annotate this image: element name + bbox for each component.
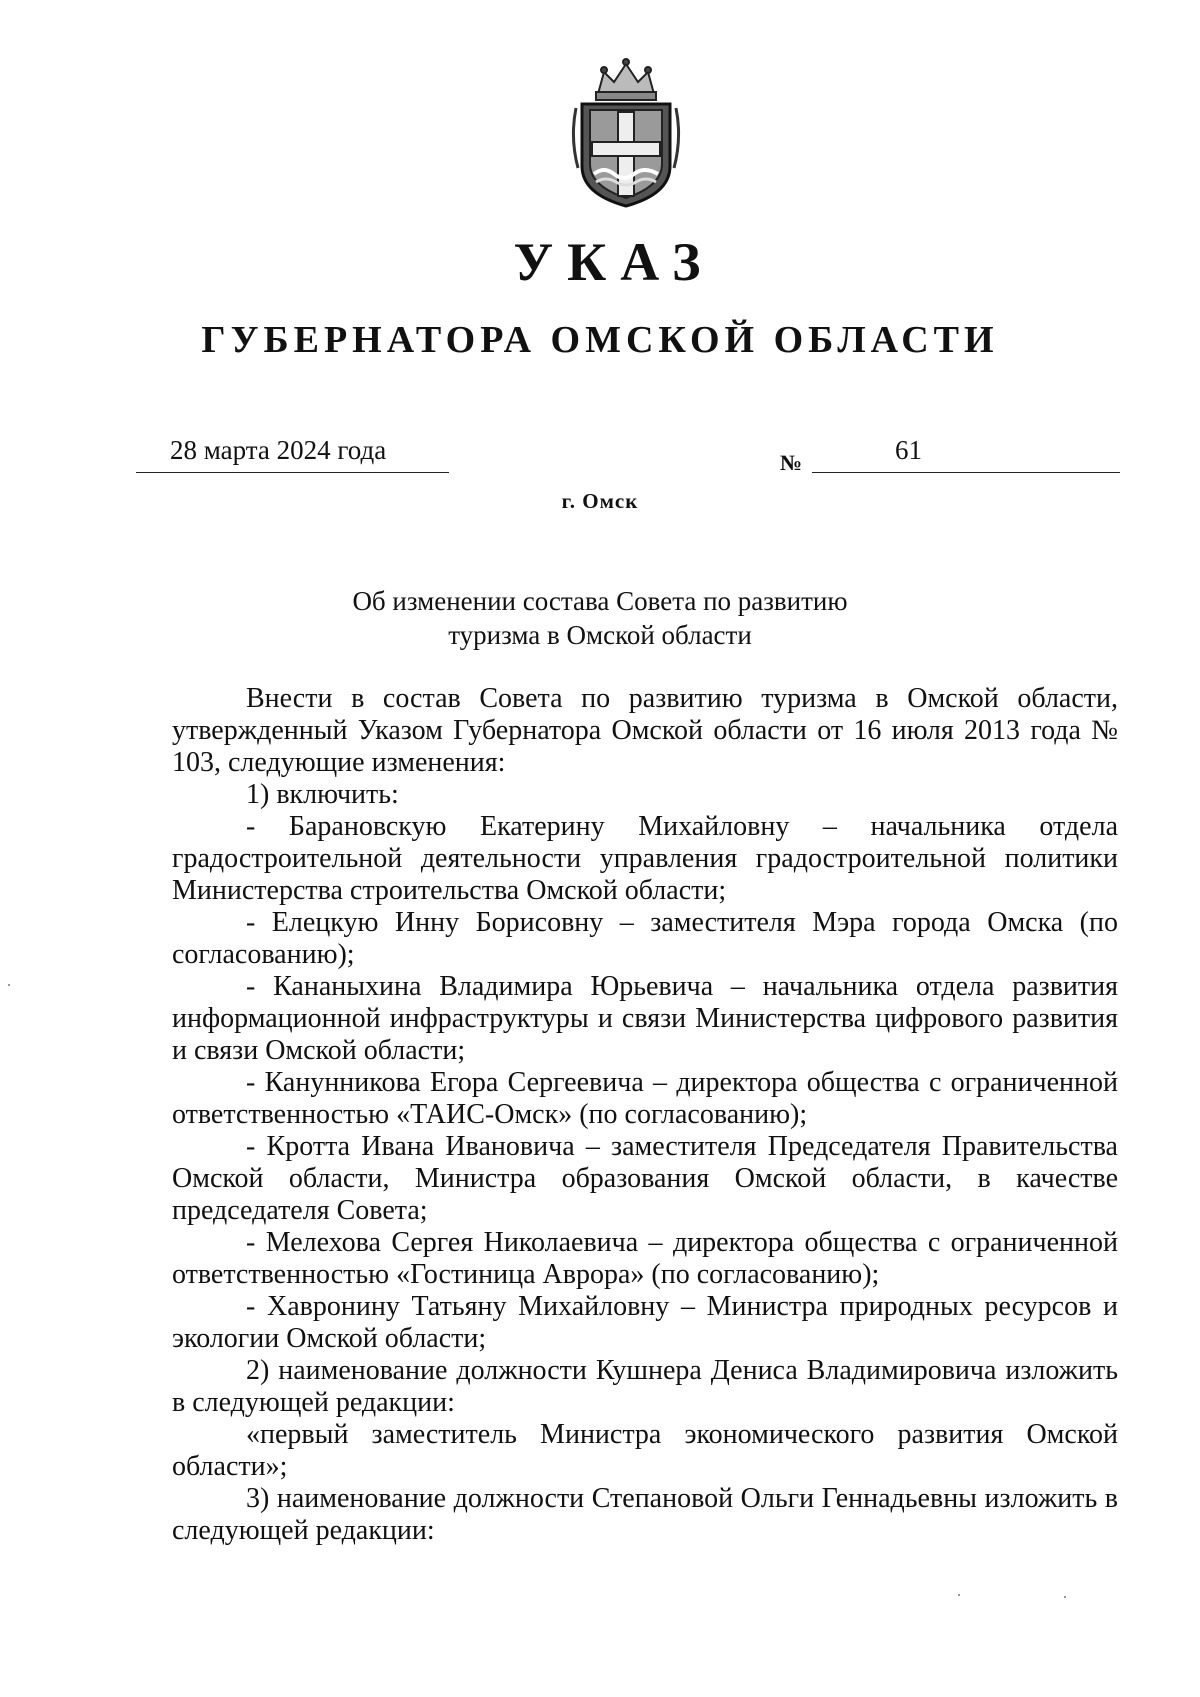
document-heading-line-2: туризма в Омской области	[448, 620, 752, 650]
body-paragraph: - Мелехова Сергея Николаевича – директора общества с ограниченной ответственностью «Гостиница Аврора» (по согласованию);	[172, 1227, 1118, 1290]
coat-of-arms-emblem	[568, 58, 684, 208]
document-number: 61	[895, 435, 922, 465]
document-body	[172, 683, 1118, 1547]
body-paragraph: 1) включить:	[246, 779, 399, 810]
issuer-subtitle: ГУБЕРНАТОРА ОМСКОЙ ОБЛАСТИ	[201, 319, 999, 361]
scan-speck	[8, 984, 10, 986]
body-paragraph: - Кананыхина Владимира Юрьевича – начальника отдела развития информационной инфраструктуры и связи Министерства цифрового развития и связи Омской области;	[172, 971, 1118, 1066]
date-field	[136, 430, 449, 473]
number-sign: №	[780, 450, 803, 475]
body-paragraph: Внести в состав Совета по развитию туризма в Омской области, утвержденный Указом Губернатора Омской области от 16 июля 2013 года № 103, следующие изменения:	[172, 683, 1118, 778]
number-field	[812, 430, 1120, 473]
document-type-title: УКАЗ	[513, 232, 715, 292]
body-paragraph: «первый заместитель Министра экономического развития Омской области»;	[172, 1419, 1118, 1482]
body-paragraph: 3) наименование должности Степановой Ольги Геннадьевны изложить в следующей редакции:	[172, 1483, 1118, 1546]
body-paragraph: - Барановскую Екатерину Михайловну – начальника отдела градостроительной деятельности управления градостроительной политики Министерства строительства Омской области;	[172, 811, 1118, 906]
document-heading	[200, 584, 1000, 652]
city-label: г. Омск	[561, 489, 639, 513]
body-paragraph: - Канунникова Егора Сергеевича – директора общества с ограниченной ответственностью «ТАИС-Омск» (по согласованию);	[172, 1067, 1118, 1130]
scan-speck	[958, 1594, 960, 1596]
body-paragraph: 2) наименование должности Кушнера Дениса Владимировича изложить в следующей редакции:	[172, 1355, 1118, 1418]
body-paragraph: - Хавронину Татьяну Михайловну – Министра природных ресурсов и экологии Омской области;	[172, 1291, 1118, 1354]
document-date: 28 марта 2024 года	[170, 435, 387, 465]
document-heading-line-1: Об изменении состава Совета по развитию	[352, 586, 848, 616]
scan-speck	[1064, 1596, 1066, 1598]
body-paragraph: - Елецкую Инну Борисовну – заместителя Мэра города Омска (по согласованию);	[172, 907, 1118, 970]
body-paragraph: - Кротта Ивана Ивановича – заместителя Председателя Правительства Омской области, Министра образования Омской области, в качестве председателя Совета;	[172, 1131, 1118, 1226]
